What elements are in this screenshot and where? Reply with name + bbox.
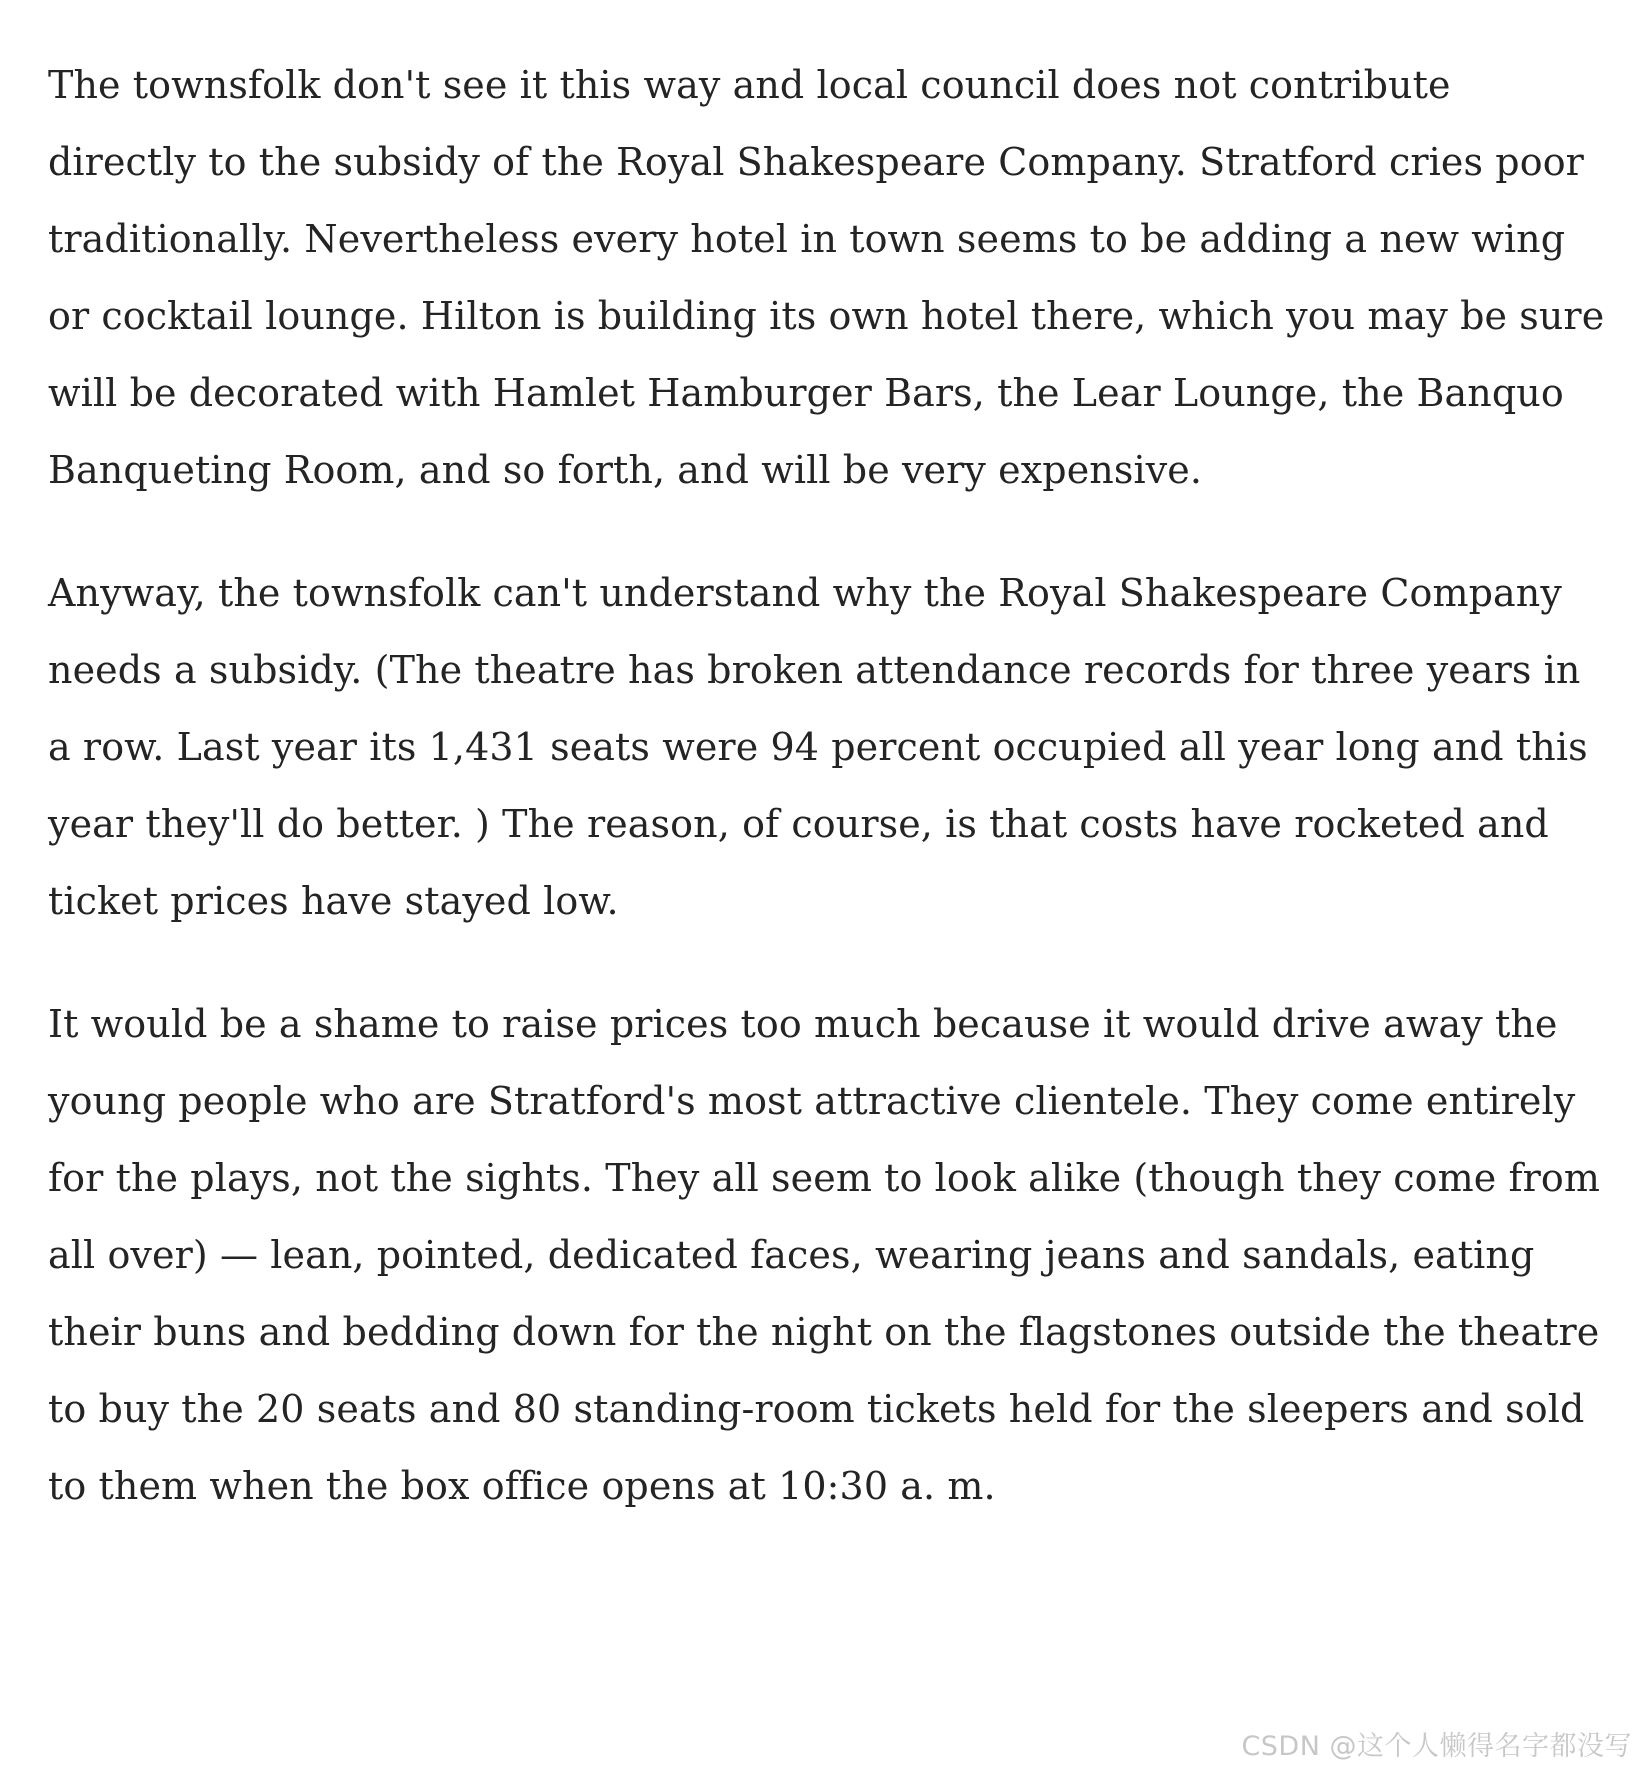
paragraph-1: The townsfolk don't see it this way and local council does not contribute directly to the subsidy of the Royal Shakespeare Company. Stratford cries poor traditionally. Nevertheless every hotel in town seems to be adding a new wing or cocktail lounge. Hilton is building its own hotel there, which you may be sure will be decorated with Hamlet Hamburger Bars, the Lear Lounge, the Banquo Banqueting Room, and so forth, and will be very expensive. (48, 63, 1605, 492)
article-body (48, 47, 1608, 1571)
paragraph-2: Anyway, the townsfolk can't understand why the Royal Shakespeare Company needs a subsidy. (The theatre has broken attendance records for three years in a row. Last year its 1,431 seats were 94 percent occupied all year long and this year they'll do better. ) The reason, of course, is that costs have rocketed and ticket prices have stayed low. (48, 571, 1588, 923)
csdn-watermark: CSDN @这个人懒得名字都没写 (1241, 1731, 1632, 1762)
paragraph-3: It would be a shame to raise prices too much because it would drive away the young people who are Stratford's most attractive clientele. They come entirely for the plays, not the sights. They all seem to look alike (though they come from all over) — lean, pointed, dedicated faces, wearing jeans and sandals, eating their buns and bedding down for the night on the flagstones outside the theatre to buy the 20 seats and 80 standing-room tickets held for the sleepers and sold to them when the box office opens at 10:30 a. m. (48, 1002, 1601, 1508)
